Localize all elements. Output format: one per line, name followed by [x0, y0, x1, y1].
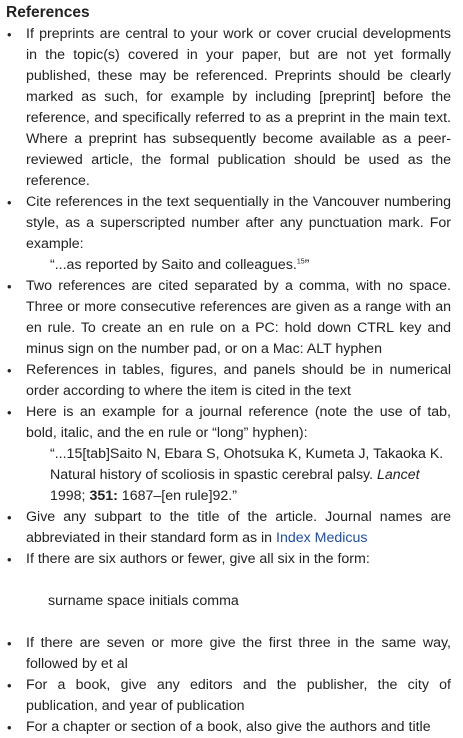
tables-text: References in tables, figures, and panels should be in numerical order according to where the item is cited in the text [26, 362, 451, 399]
list-item-book [6, 675, 451, 717]
list-item-seven-authors [6, 633, 451, 675]
cite-example-close-quote: ” [304, 257, 310, 273]
cite-text: Cite references in the text sequentially in the Vancouver numbering style, as a superscripted number after any punctuation mark. For example: [26, 194, 451, 252]
index-medicus-link[interactable]: Index Medicus [276, 530, 368, 546]
section-heading: References [6, 4, 90, 21]
list-item-six-authors [6, 549, 451, 612]
journal-reference-example [26, 444, 451, 507]
list-item-tables [6, 360, 451, 402]
cite-example [26, 255, 451, 276]
journal-example-part-2: 1998; [50, 488, 90, 504]
list-item-two-references [6, 276, 451, 360]
list-item-journal-example [6, 402, 451, 507]
two-references-text: Two references are cited separated by a comma, with no space. Three or more consecutive references are given as a range with an en rule. To create an en rule on a PC: hold down CTRL key and minus sign on the number pad, or on a Mac: ALT hyphen [26, 278, 451, 357]
author-form-example: surname space initials comma [48, 593, 239, 609]
list-item-chapter [6, 717, 451, 738]
journal-name: Lancet [376, 467, 420, 483]
chapter-text: For a chapter or section of a book, also give the authors and title [26, 719, 431, 735]
cite-example-text: “...as reported by Saito and colleagues. [50, 257, 297, 273]
six-authors-text: If there are six authors or fewer, give all six in the form: [26, 551, 370, 567]
journal-example-part-3: 1687–[en rule]92.” [117, 488, 237, 504]
list-item-preprints [6, 24, 451, 192]
journal-volume: 351: [89, 488, 118, 504]
reference-guidelines-list [6, 24, 451, 738]
book-text: For a book, give any editors and the publisher, the city of publication, and year of publication [26, 677, 451, 714]
cite-example-superscript: 15 [296, 258, 305, 266]
preprints-text: If preprints are central to your work or cover crucial developments in the topic(s) covered in your paper, but are not yet formally published, these may be referenced. Preprints should be clearly marked as such, for example by including [preprint] before the reference, and specifically referred to as a preprint in the main text. Where a preprint has subsequently become available as a peer-reviewed article, the formal publication should be used as the reference. [26, 26, 451, 189]
list-item-cite [6, 192, 451, 276]
list-item-subpart [6, 507, 451, 549]
subpart-text: Give any subpart to the title of the article. Journal names are abbreviated in their standard form as in [26, 509, 451, 546]
seven-authors-text: If there are seven or more give the first three in the same way, followed by et al [26, 635, 451, 672]
journal-example-part-1: “...15[tab]Saito N, Ebara S, Ohotsuka K, Kumeta J, Takaoka K. Natural history of scoliosis in spastic cerebral palsy. [50, 446, 444, 483]
journal-intro-text: Here is an example for a journal reference (note the use of tab, bold, italic, and the en rule or “long” hyphen): [26, 404, 451, 441]
